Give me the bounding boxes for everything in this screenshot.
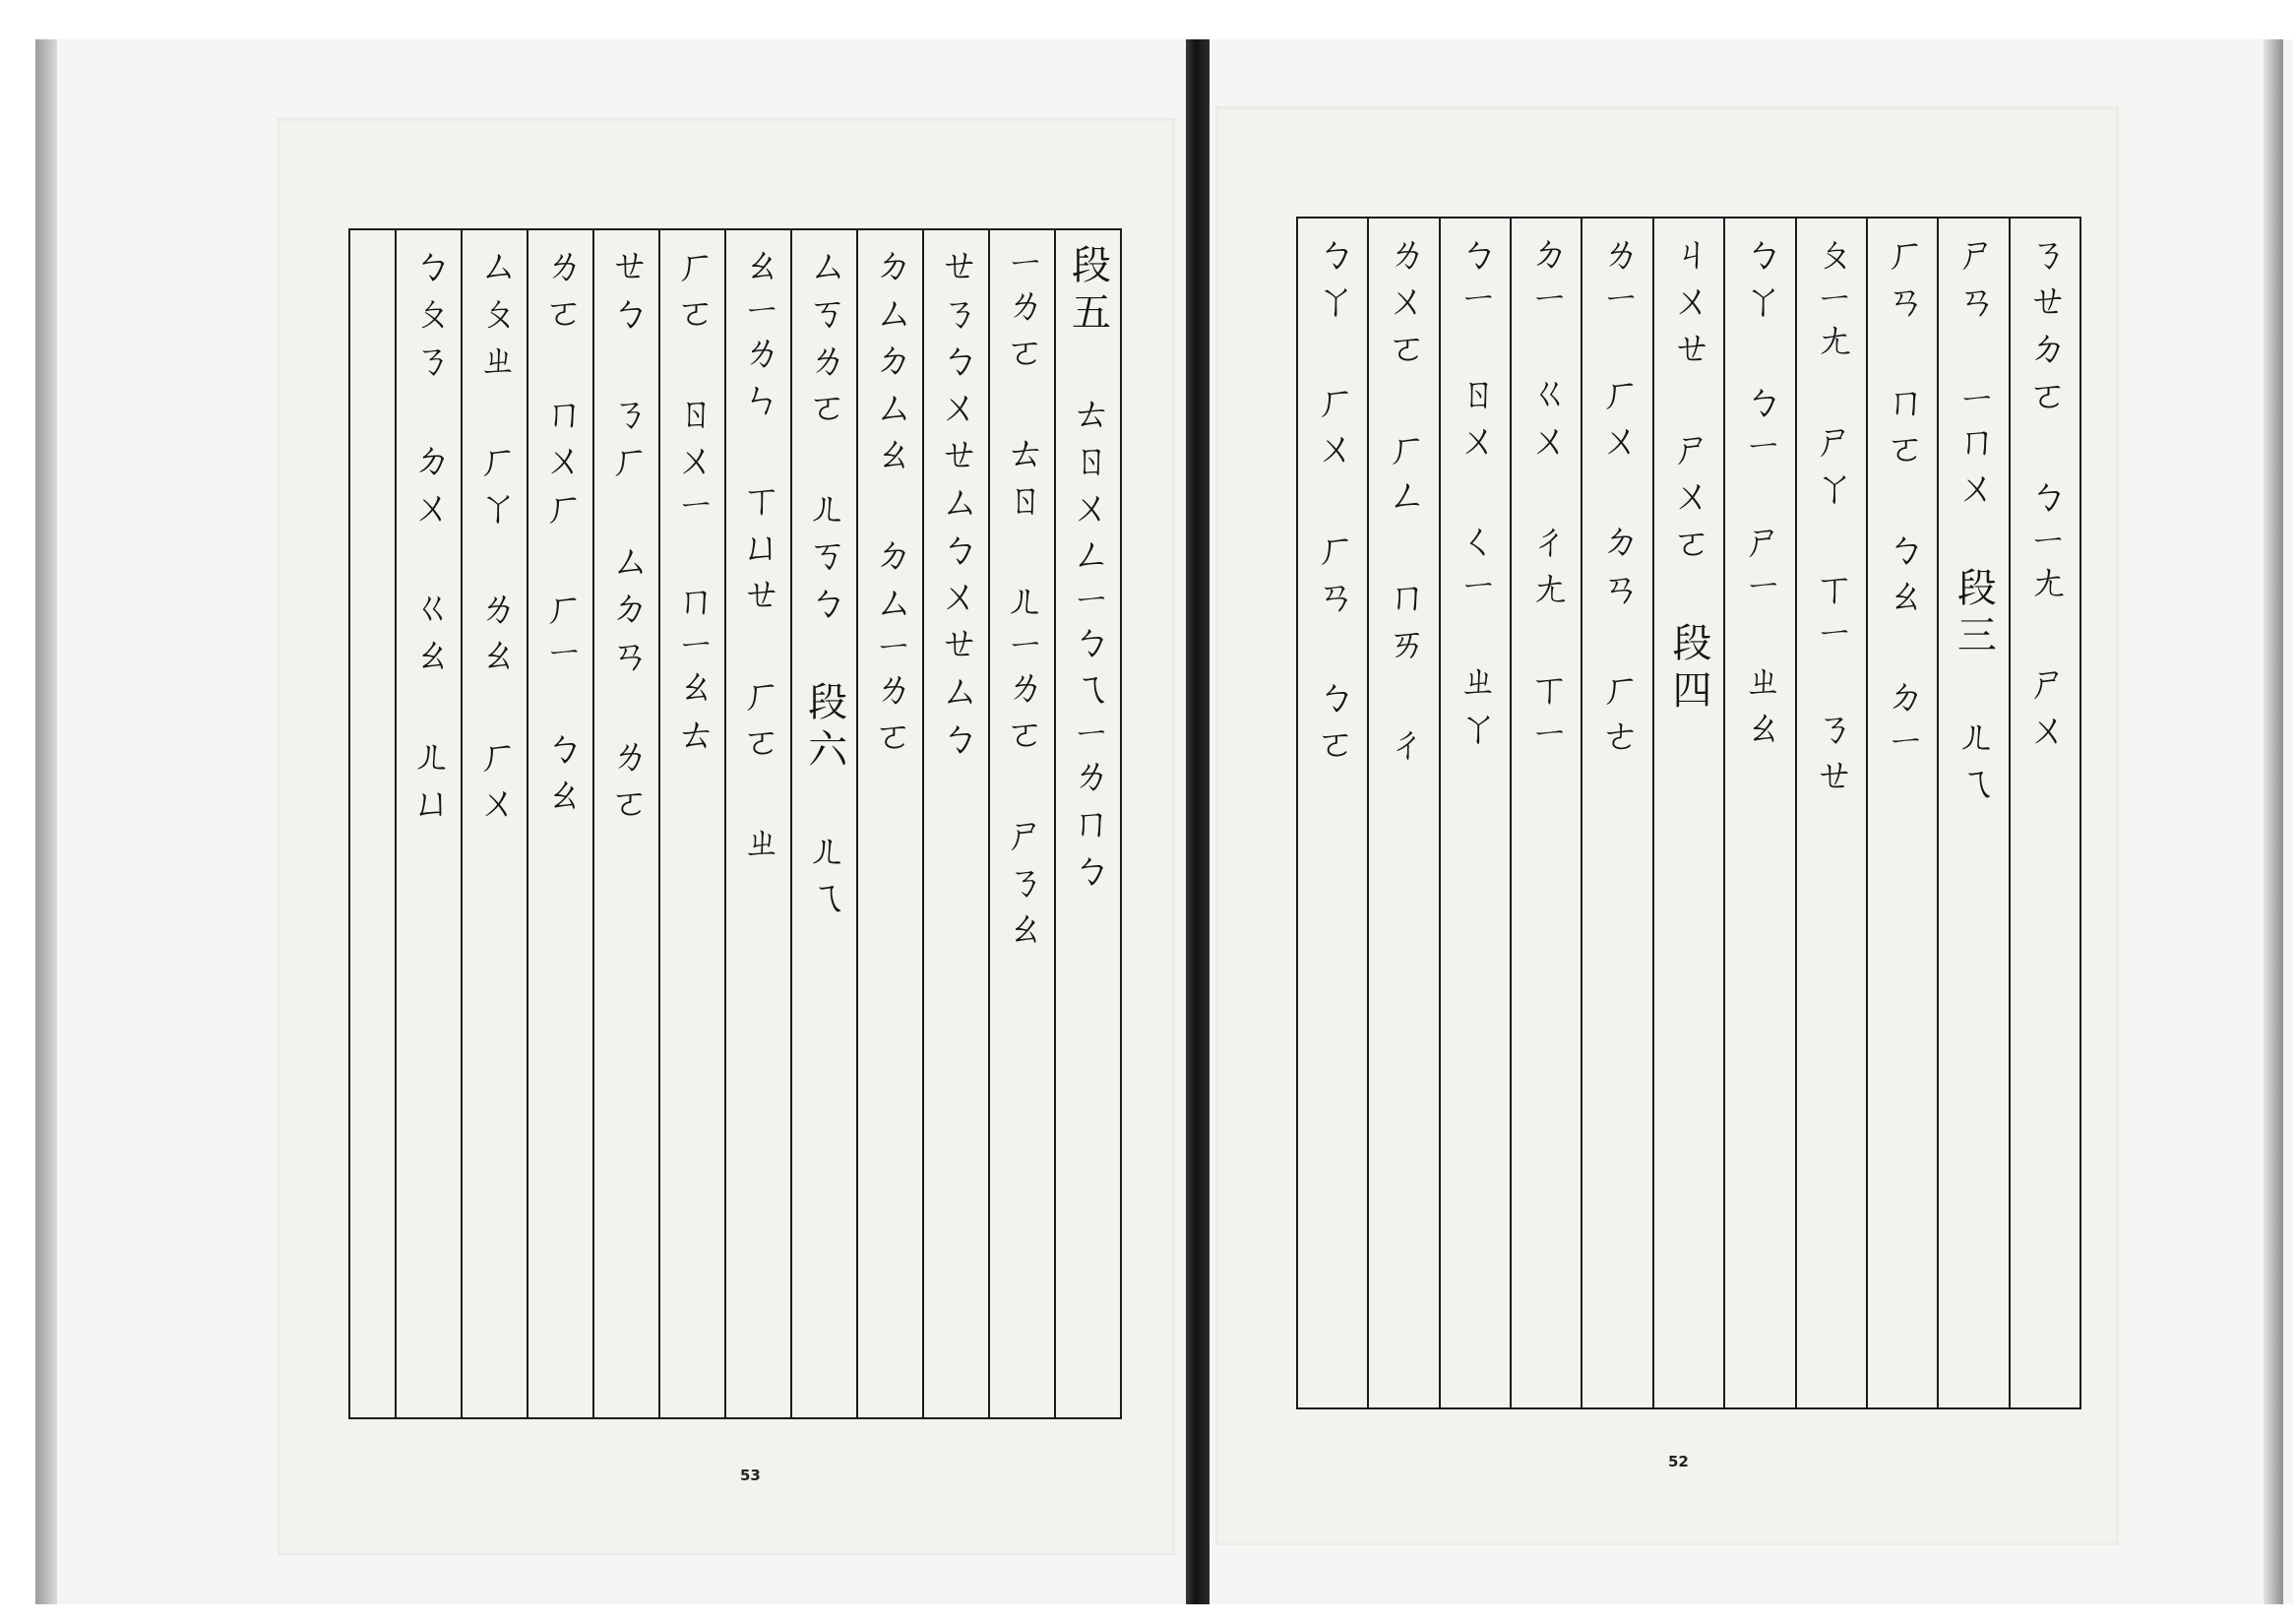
column-text: ㄝㄅ ㄋㄏ ㄙㄉㄢ ㄌㄛ: [603, 244, 650, 829]
text-column: [724, 230, 790, 1417]
column-text: ㄋㄝㄉㄛ ㄅㄧㄤ ㄕㄨ: [2021, 232, 2068, 756]
text-column: [856, 230, 922, 1417]
left-page-column-grid: [348, 228, 1122, 1419]
text-column: [790, 230, 856, 1417]
text-column: [527, 230, 592, 1417]
column-text: ㄅㄚ ㄏㄨ ㄏㄢ ㄅㄛ: [1310, 232, 1356, 770]
book-left-edge: [35, 39, 57, 1604]
column-text: ㄧㄌㄛ ㄊㄖ ㄦㄧㄌㄛ ㄕㄋㄠ: [999, 244, 1045, 955]
text-column: [1054, 230, 1120, 1417]
text-column: [1439, 219, 1510, 1407]
column-text: 段五 ㄊㄖㄨㄥㄧㄅㄟㄧㄌㄇㄅ: [1065, 244, 1111, 896]
text-column: [658, 230, 724, 1417]
column-text: ㄏㄛ ㄖㄨㄧ ㄇㄧㄠㄊ: [669, 244, 715, 760]
column-text: ㄅㄧ ㄖㄨ ㄑㄧ ㄓㄚ: [1452, 232, 1498, 754]
text-column: [922, 230, 988, 1417]
column-text: ㄅㄚ ㄅㄧ ㄕㄧ ㄓㄠ: [1737, 232, 1783, 754]
left-page: [278, 118, 1175, 1555]
page-number: 52: [1668, 1453, 1689, 1470]
column-text: ㄕㄢ ㄧㄇㄨ 段三 ㄦㄟ: [1951, 232, 1997, 809]
column-text: ㄌㄧ ㄏㄨ ㄉㄢ ㄏㄜ: [1594, 232, 1641, 762]
text-column: [592, 230, 658, 1417]
text-column: [1367, 219, 1438, 1407]
text-column: [1510, 219, 1581, 1407]
column-text: ㄌㄛ ㄇㄨㄏ ㄏㄧ ㄅㄠ: [537, 244, 584, 821]
right-page: [1215, 106, 2119, 1545]
text-column: [1298, 219, 1367, 1407]
column-text: ㄝㄋㄅㄨㄝㄙㄅㄨㄝㄙㄅ: [933, 244, 979, 764]
book-spine: [1186, 39, 1210, 1604]
column-text: ㄙㄎㄌㄛ ㄦㄎㄅ 段六 ㄦㄟ: [801, 244, 847, 923]
text-column: [1795, 219, 1866, 1407]
column-text: ㄅㄆㄋ ㄉㄨ ㄍㄠ ㄦㄩ: [405, 244, 452, 829]
text-column: [2009, 219, 2079, 1407]
text-column: [1581, 219, 1651, 1407]
column-text: ㄉㄙㄉㄙㄠ ㄉㄙㄧㄌㄛ: [867, 244, 913, 762]
page-number: 53: [740, 1467, 761, 1484]
text-column: [1866, 219, 1937, 1407]
column-text: ㄏㄢ ㄇㄛ ㄅㄠ ㄉㄧ: [1880, 232, 1926, 762]
column-text: ㄉㄧ ㄍㄨ ㄔㄤ ㄒㄧ: [1523, 232, 1570, 754]
blank-column: [350, 230, 395, 1417]
text-column: [395, 230, 461, 1417]
text-column: [1723, 219, 1794, 1407]
text-column: [1652, 219, 1723, 1407]
column-text: ㄆㄧㄤ ㄕㄚ ㄒㄧ ㄋㄝ: [1808, 232, 1854, 801]
column-text: ㄌㄨㄛ ㄏㄥ ㄇㄞ ㄔ: [1381, 232, 1427, 770]
column-text: ㄙㄆㄓ ㄏㄚ ㄌㄠ ㄏㄨ: [471, 244, 518, 829]
text-column: [988, 230, 1054, 1417]
right-page-column-grid: [1296, 217, 2081, 1409]
text-column: [461, 230, 527, 1417]
book-right-edge: [2264, 39, 2283, 1604]
column-text: ㄐㄨㄝ ㄕㄨㄛ 段四: [1665, 232, 1711, 717]
column-text: ㄠㄧㄌㄣ ㄒㄩㄝ ㄏㄛ ㄓ: [735, 244, 781, 868]
text-column: [1937, 219, 2008, 1407]
